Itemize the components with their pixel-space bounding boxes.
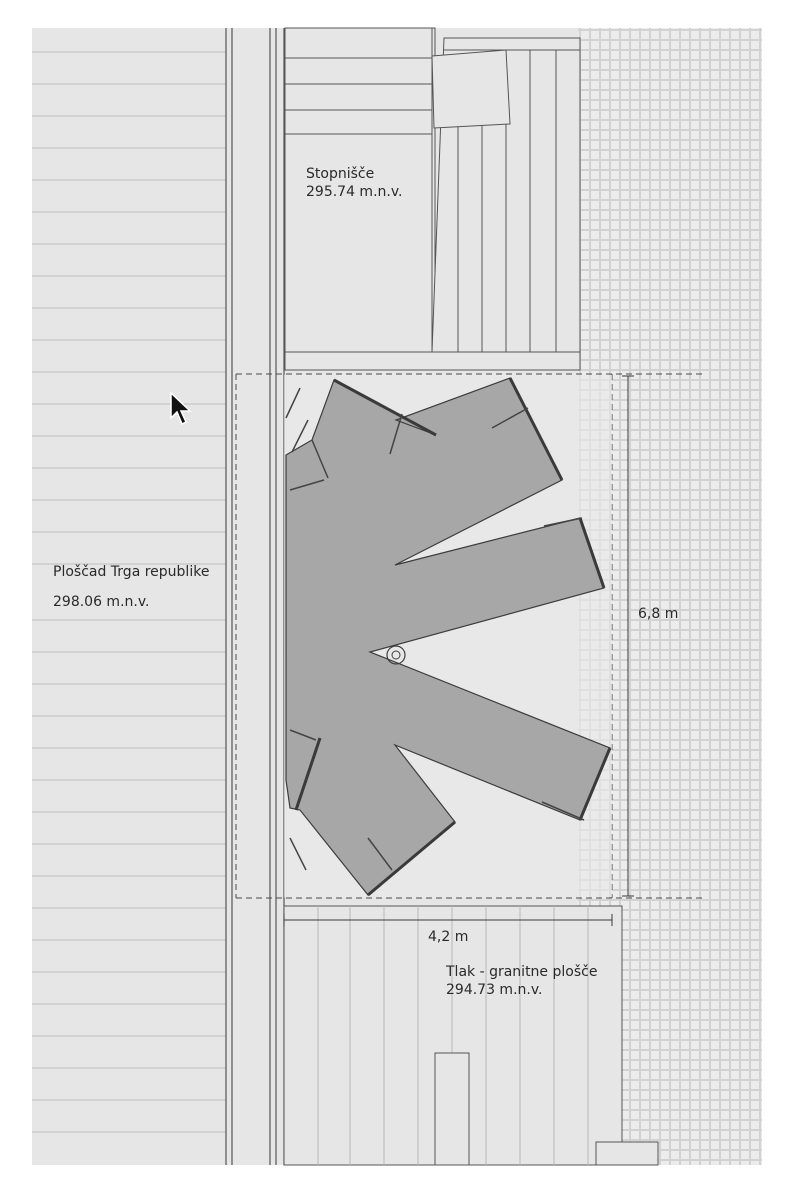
granite-paving <box>284 906 658 1165</box>
dimension-width-label: 4,2 m <box>428 929 469 945</box>
paving-name-label: Tlak - granitne plošče <box>446 964 598 980</box>
dimension-height-label: 6,8 m <box>638 606 679 622</box>
arrow-pointer-icon <box>170 392 192 431</box>
plaza-elevation-label: 298.06 m.n.v. <box>53 594 150 610</box>
stairs-elevation-label: 295.74 m.n.v. <box>306 184 403 200</box>
plaza-name-label: Ploščad Trga republike <box>53 564 210 580</box>
stairs-name-label: Stopnišče <box>306 166 375 182</box>
paving-elevation-label: 294.73 m.n.v. <box>446 982 543 998</box>
